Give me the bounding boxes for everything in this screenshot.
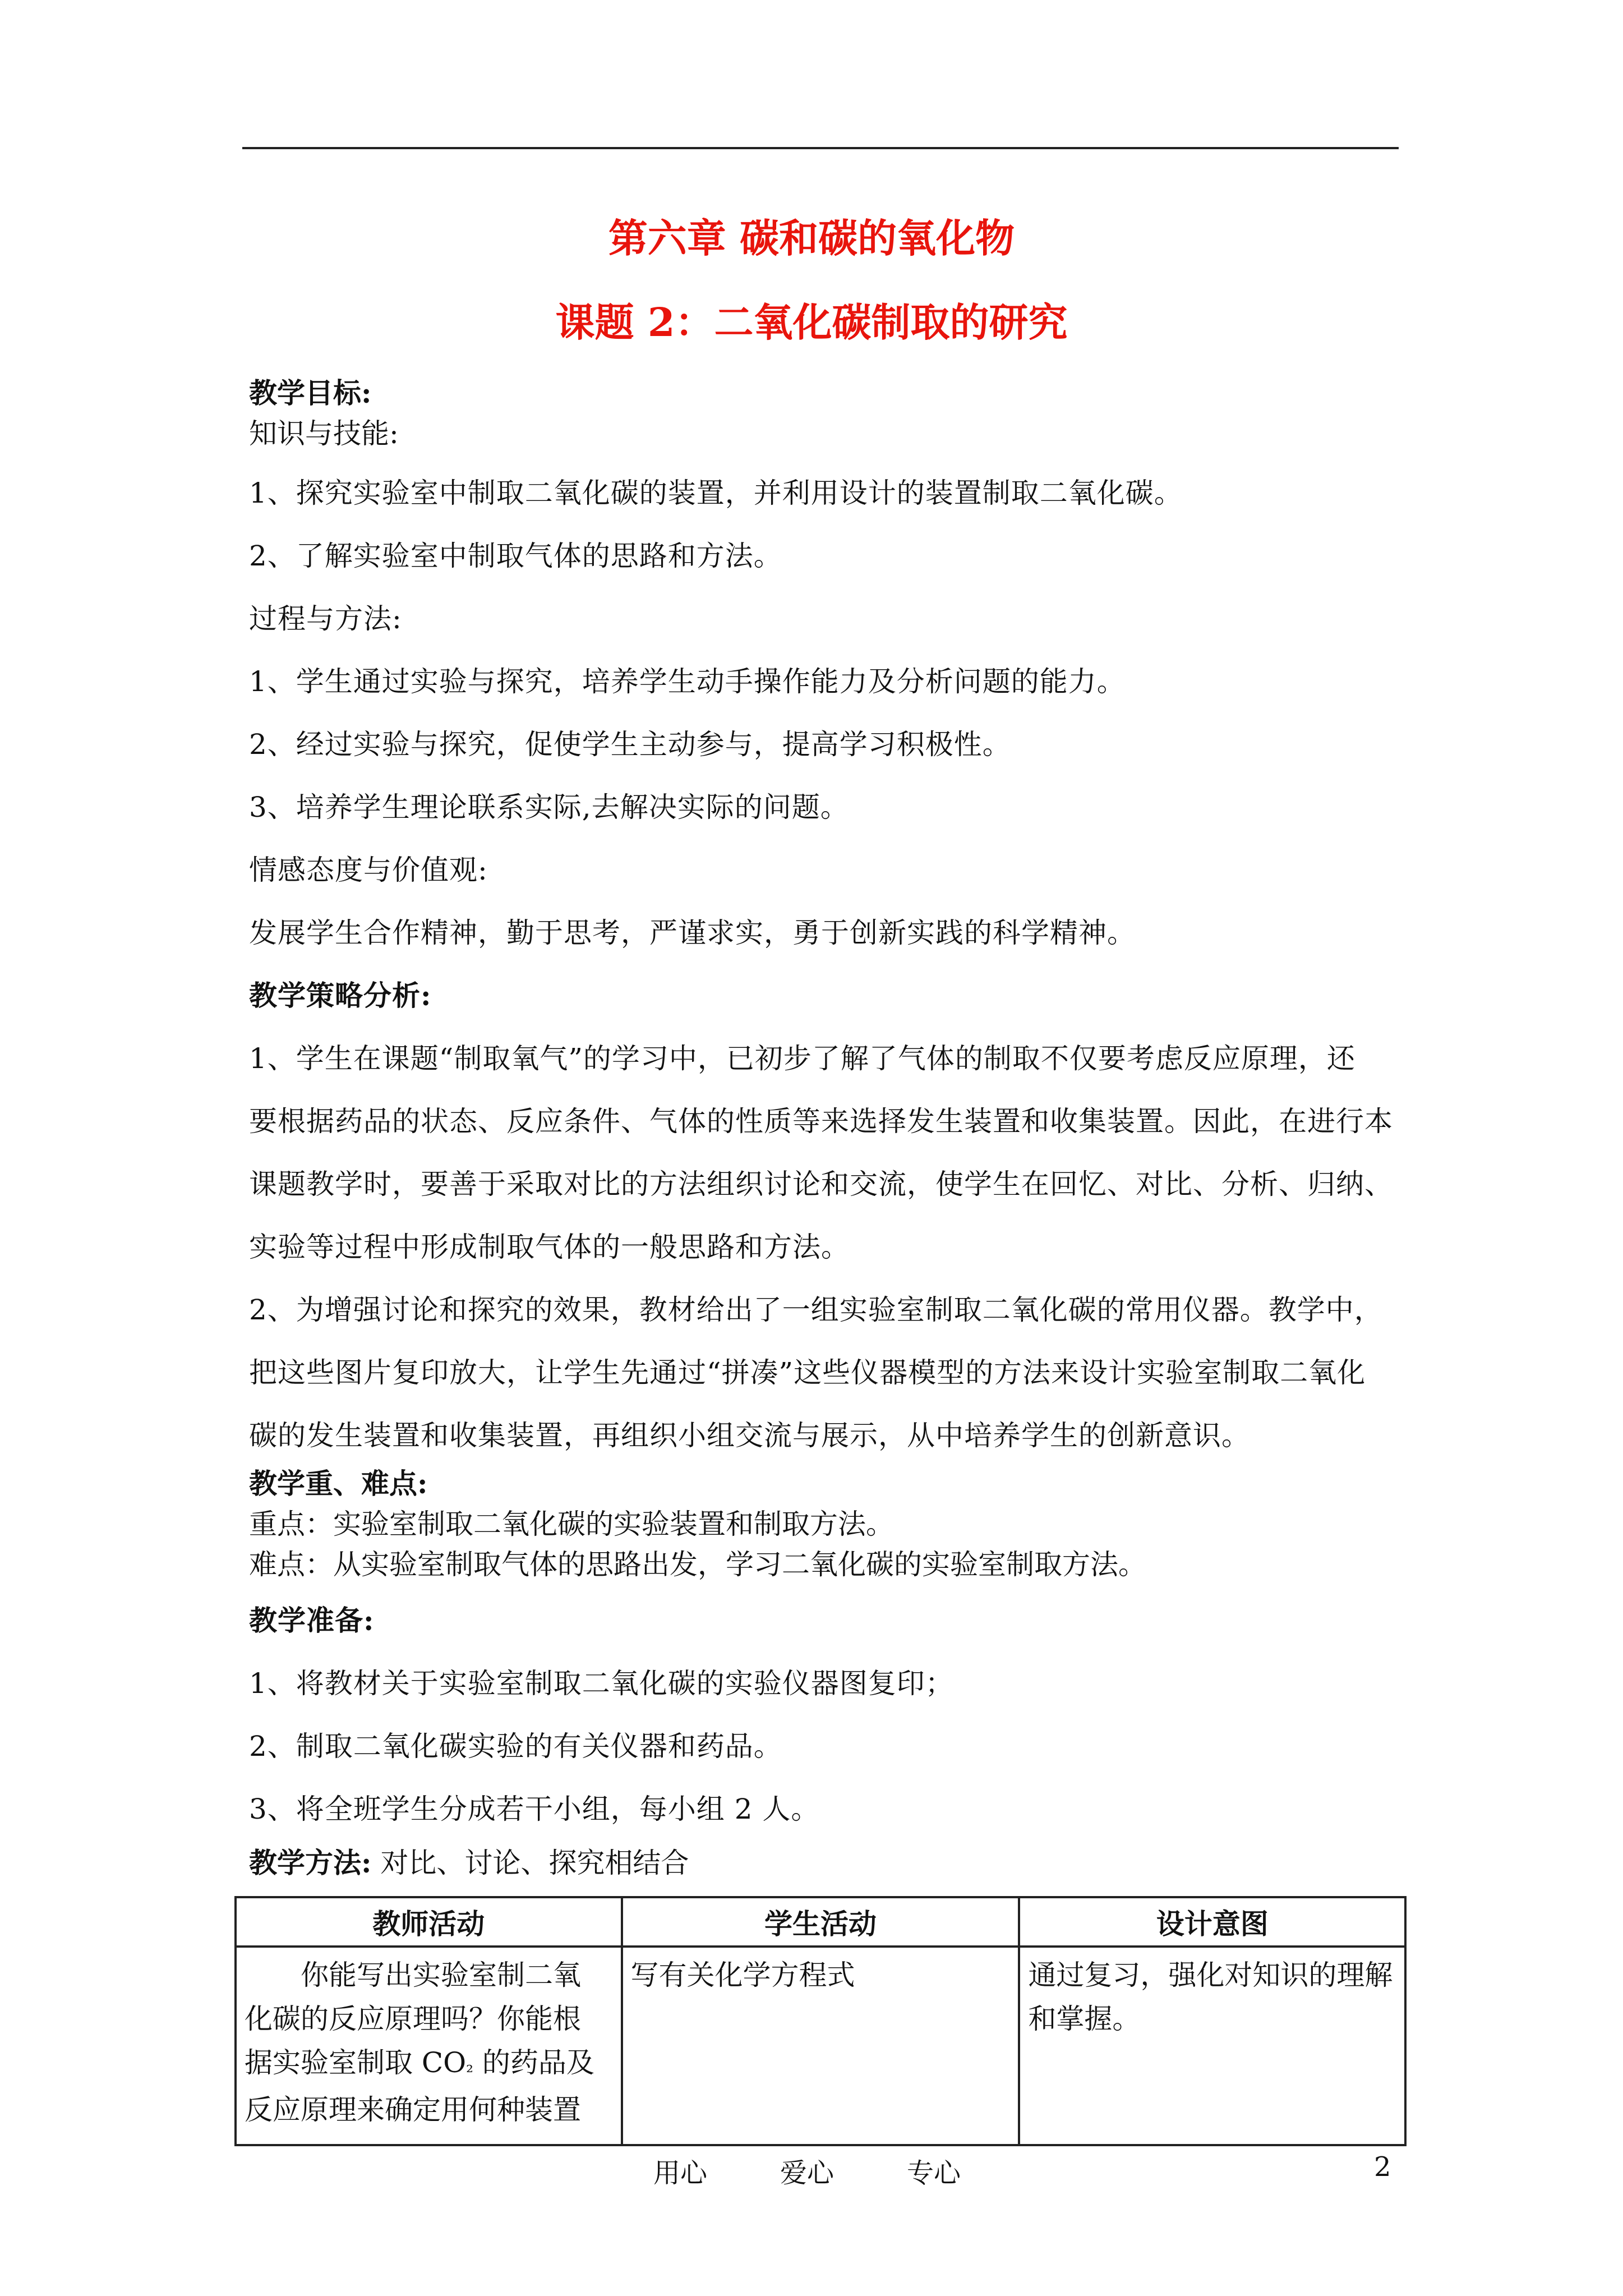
preparation-item: 1、将教材关于实验室制取二氧化碳的实验仪器图复印； — [249, 1667, 954, 1700]
method-line — [249, 1843, 1399, 1883]
key-point: 重点：实验室制取二氧化碳的实验装置和制取方法。 — [249, 1508, 894, 1540]
header-intent: 设计意图 — [1019, 1897, 1405, 1947]
cell-line: 化碳的反应原理吗？你能根 — [245, 2003, 581, 2035]
key-points-heading: 教学重、难点: — [249, 1467, 428, 1500]
emotion-heading: 情感态度与价值观: — [249, 854, 488, 886]
cell-text: 据实验室制取 CO — [245, 2046, 467, 2079]
activity-table — [234, 1896, 1407, 2146]
lesson-title: 课题 2：二氧化碳制取的研究 — [555, 299, 1068, 346]
strategy-line: 碳的发生装置和收集装置，再组织小组交流与展示，从中培养学生的创新意识。 — [249, 1419, 1250, 1452]
strategy-line: 实验等过程中形成制取气体的一般思路和方法。 — [249, 1231, 850, 1263]
strategy-line: 2、为增强讨论和探究的效果，教材给出了一组实验室制取二氧化碳的常用仪器。教学中， — [249, 1294, 1383, 1326]
footer-motto — [653, 2151, 961, 2190]
emotion-text: 发展学生合作精神，勤于思考，严谨求实，勇于创新实践的科学精神。 — [249, 917, 1136, 949]
cell-line: 反应原理来确定用何种装置 — [245, 2093, 581, 2126]
knowledge-item: 2、了解实验室中制取气体的思路和方法。 — [249, 540, 782, 572]
strategy-line: 把这些图片复印放大，让学生先通过“拼凑”这些仪器模型的方法来设计实验室制取二氧化 — [249, 1356, 1366, 1389]
strategy-line: 1、学生在课题“制取氧气”的学习中，已初步了解了气体的制取不仅要考虑反应原理，还 — [249, 1042, 1355, 1075]
strategy-line: 要根据药品的状态、反应条件、气体的性质等来选择发生装置和收集装置。因此，在进行本 — [249, 1105, 1393, 1138]
preparation-heading: 教学准备: — [249, 1604, 375, 1637]
table-row — [236, 1947, 1405, 2145]
process-item: 3、培养学生理论联系实际,去解决实际的问题。 — [249, 791, 849, 823]
footer-word: 专心 — [907, 2157, 961, 2189]
cell-line: 和掌握。 — [1028, 2003, 1141, 2035]
cell-line: 你能写出实验室制二氧 — [245, 1959, 581, 1991]
process-item: 1、学生通过实验与探究，培养学生动手操作能力及分析问题的能力。 — [249, 665, 1126, 698]
method-label: 教学方法: — [249, 1846, 372, 1879]
table-header-row — [236, 1897, 1405, 1947]
method-value: 对比、讨论、探究相结合 — [371, 1847, 689, 1879]
cell-intent — [1019, 1947, 1405, 2145]
page-number: 2 — [1374, 2151, 1391, 2183]
cell-text: 的药品及 — [473, 2046, 594, 2079]
strategy-heading: 教学策略分析: — [249, 979, 432, 1012]
knowledge-item: 1、探究实验室中制取二氧化碳的装置，并利用设计的装置制取二氧化碳。 — [249, 477, 1183, 509]
knowledge-list — [249, 462, 1399, 1467]
preparation-section — [249, 1589, 1399, 1841]
process-heading: 过程与方法: — [249, 602, 402, 635]
preparation-item: 2、制取二氧化碳实验的有关仪器和药品。 — [249, 1730, 782, 1763]
process-item: 2、经过实验与探究，促使学生主动参与，提高学习积极性。 — [249, 728, 1011, 761]
chapter-title: 第六章 碳和碳的氧化物 — [608, 215, 1015, 261]
header-teacher: 教师活动 — [236, 1897, 622, 1947]
header-rule — [242, 147, 1399, 149]
objectives-heading: 教学目标: — [249, 376, 372, 409]
header-student: 学生活动 — [622, 1897, 1020, 1947]
cell-line: 通过复习，强化对知识的理解 — [1028, 1959, 1393, 1991]
preparation-item: 3、将全班学生分成若干小组，每小组 2 人。 — [249, 1793, 820, 1825]
subscript: ₂ — [466, 2055, 473, 2077]
knowledge-heading: 知识与技能: — [249, 417, 399, 450]
difficult-point: 难点：从实验室制取气体的思路出发，学习二氧化碳的实验室制取方法。 — [249, 1548, 1146, 1581]
cell-teacher — [236, 1947, 622, 2145]
footer-word: 用心 — [653, 2157, 708, 2189]
cell-student: 写有关化学方程式 — [622, 1947, 1020, 2145]
footer-word: 爱心 — [780, 2157, 834, 2189]
strategy-line: 课题教学时，要善于采取对比的方法组织讨论和交流，使学生在回忆、对比、分析、归纳、 — [249, 1168, 1393, 1200]
cell-line — [245, 2041, 613, 2088]
document-body — [249, 373, 1399, 1883]
